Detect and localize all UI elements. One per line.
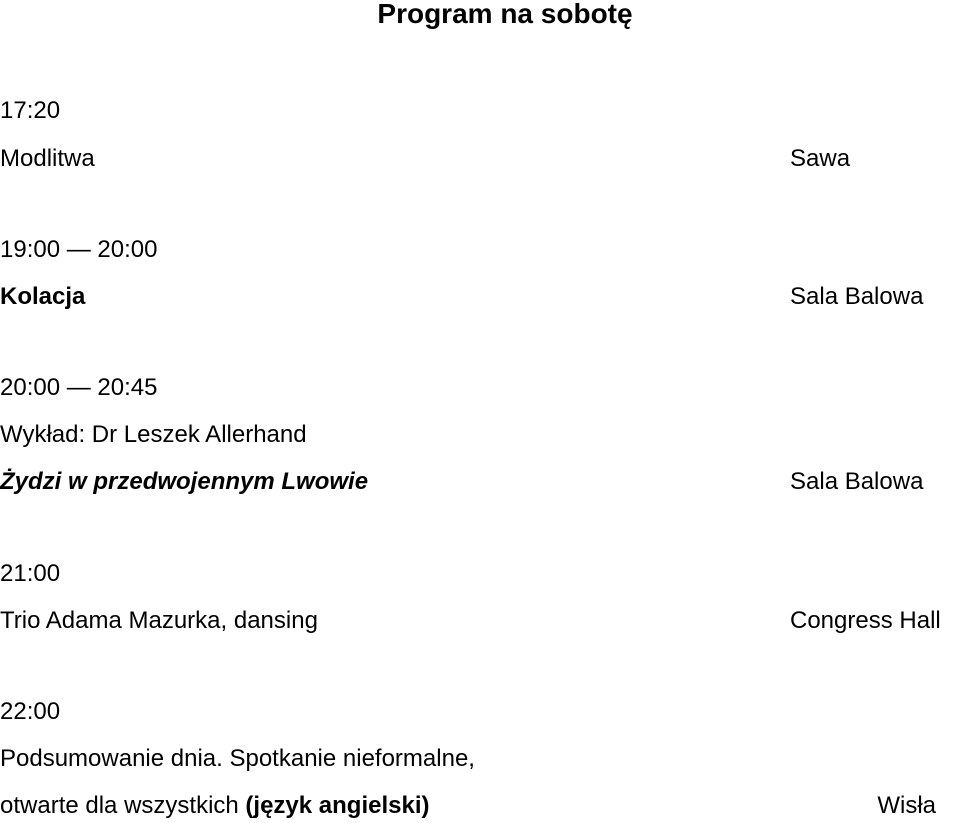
event-name-line2 bbox=[0, 794, 430, 818]
event-name: Kolacja bbox=[0, 283, 86, 310]
event-time: 22:00 bbox=[0, 698, 61, 725]
lecture-subtitle: Żydzi w przedwojennym Lwowie bbox=[0, 468, 369, 495]
event-name: Podsumowanie dnia. Spotkanie nieformalne, bbox=[0, 745, 475, 772]
event-name: Wykład: Dr Leszek Allerhand bbox=[0, 421, 307, 448]
event-room: Wisła bbox=[877, 792, 936, 819]
event-time: 20:00 — 20:45 bbox=[0, 374, 158, 401]
event-name: Modlitwa bbox=[0, 145, 95, 172]
page-title: Program na sobotę bbox=[377, 0, 633, 29]
event-room: Sawa bbox=[790, 145, 851, 172]
language-note: (język angielski) bbox=[245, 792, 430, 819]
event-room: Sala Balowa bbox=[790, 283, 924, 310]
event-name-line2-prefix: otwarte dla wszystkich bbox=[0, 792, 246, 819]
event-time: 21:00 bbox=[0, 560, 61, 587]
event-name: Trio Adama Mazurka, dansing bbox=[0, 607, 318, 634]
event-time: 17:20 bbox=[0, 97, 61, 124]
event-time: 19:00 — 20:00 bbox=[0, 236, 158, 263]
event-room: Congress Hall bbox=[790, 607, 941, 634]
event-room: Sala Balowa bbox=[790, 468, 924, 495]
